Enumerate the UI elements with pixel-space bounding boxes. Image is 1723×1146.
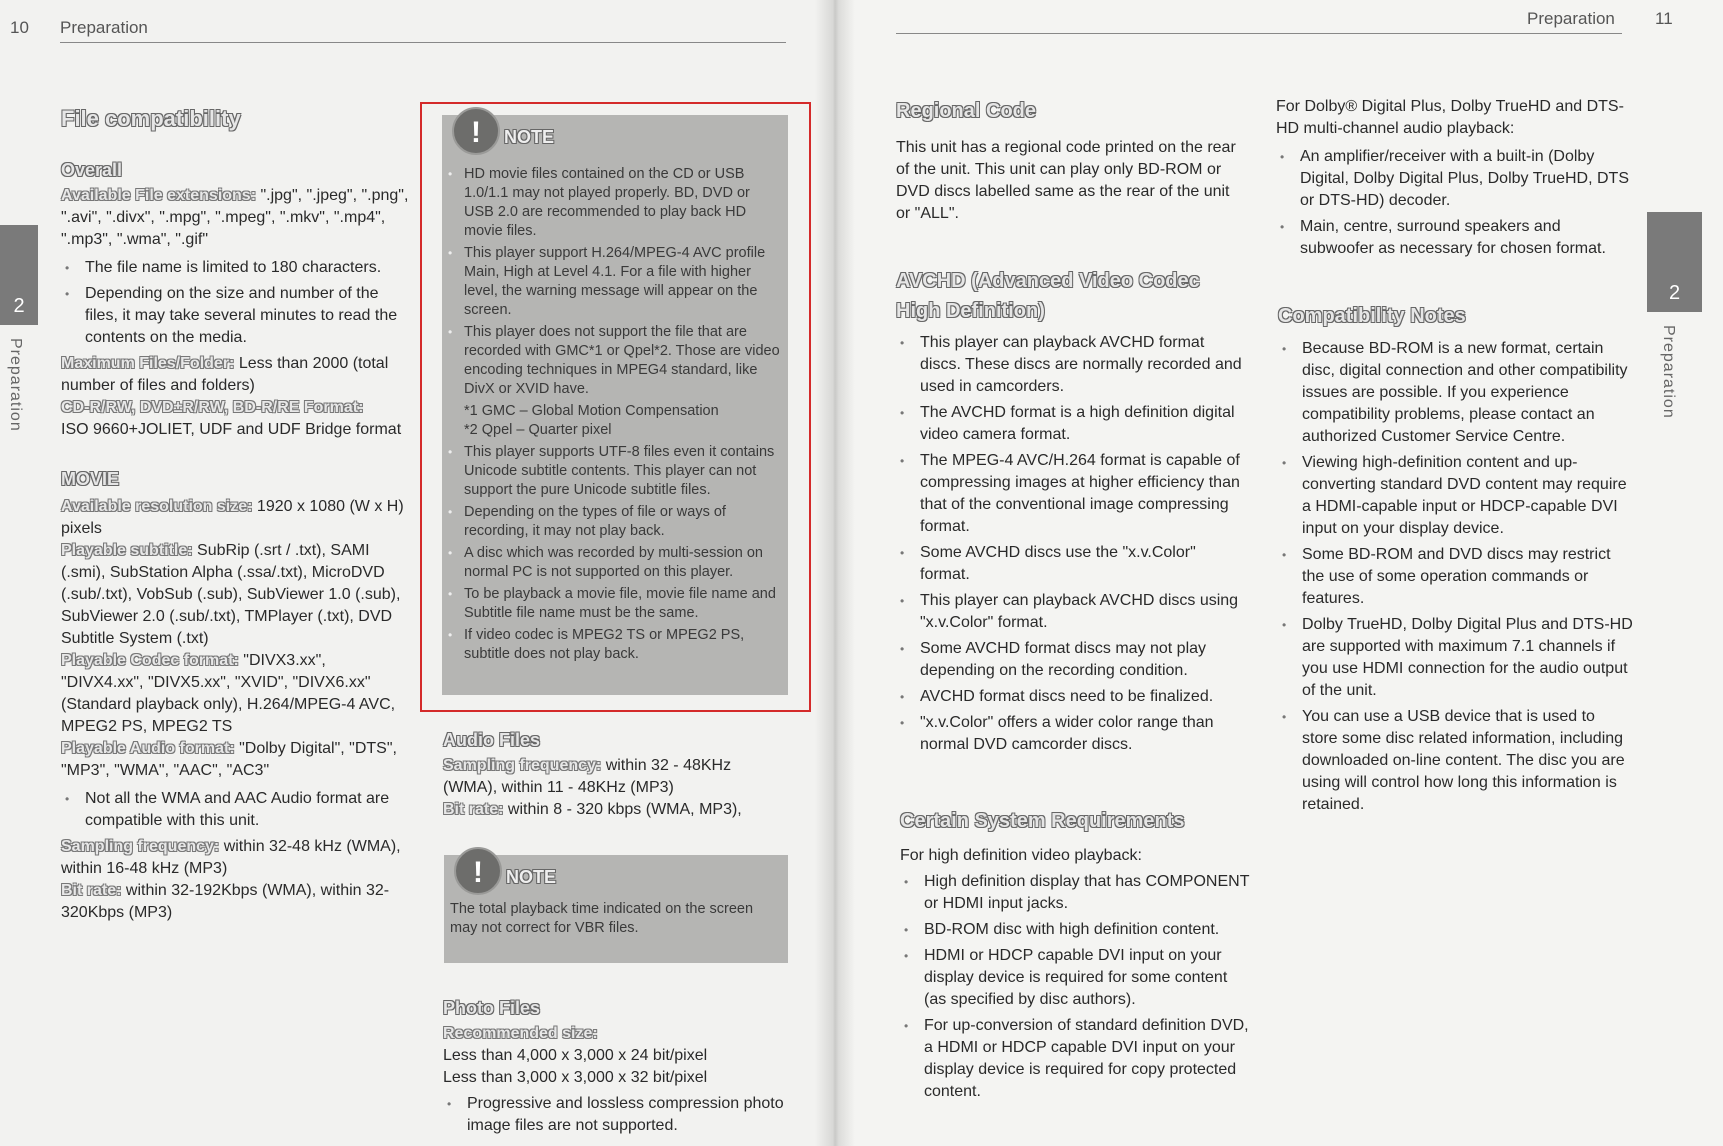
- audio-samp-value: within 32 - 48KHz (WMA), within 11 - 48KHz (MP3): [443, 757, 732, 796]
- list-item: • Depending on the types of file or ways of recording, it may not play back.: [446, 503, 782, 541]
- photo-bullets: [443, 1093, 793, 1137]
- ext-value: ".jpg", ".jpeg", ".png", ".avi", ".divx", ".mpg", ".mpeg", ".mkv", ".mp4", ".mp3", ".wma", ".gif": [61, 187, 409, 248]
- compat-list: [1278, 338, 1633, 816]
- sampling-para: [61, 836, 411, 880]
- list-item: • A disc which was recorded by multi-session on normal PC is not supported on this player.: [446, 544, 782, 582]
- list-item: • Some BD-ROM and DVD discs may restrict the use of some operation commands or features.: [1278, 544, 1633, 610]
- note-label: NOTE: [504, 127, 555, 147]
- audio-bitrate-para: [443, 799, 788, 821]
- header-right: Preparation: [1527, 9, 1615, 28]
- bit-value: within 32-192Kbps (WMA), within 32-320Kbps (MP3): [61, 882, 390, 921]
- res-value: 1920 x 1080 (W x H) pixels: [61, 498, 404, 537]
- list-item: • The AVCHD format is a high definition digital video camera format.: [896, 402, 1246, 446]
- audio-bit-label: Bit rate:: [443, 801, 504, 818]
- list-item: • Progressive and lossless compression photo image files are not supported.: [443, 1093, 793, 1137]
- note-box-2: [444, 855, 788, 963]
- list-item: • Main, centre, surround speakers and subwoofer as necessary for chosen format.: [1276, 216, 1631, 260]
- audio-samp-label: Sampling frequency:: [443, 757, 602, 774]
- list-item: • An amplifier/receiver with a built-in (Dolby Digital, Dolby Digital Plus, Dolby TrueHD, DTS or DTS-HD) decoder.: [1276, 146, 1631, 212]
- dolby-list: [1276, 146, 1631, 260]
- ext-label: Available File extensions:: [61, 187, 257, 204]
- list-item: • AVCHD format discs need to be finalized.: [896, 686, 1246, 708]
- list-item: • You can use a USB device that is used to store some disc related information, including downloaded on-line content. The disc you are using will control how long this information is retained.: [1278, 706, 1633, 816]
- audio-bullets: [61, 788, 411, 832]
- list-item: • This player support H.264/MPEG-4 AVC profile Main, High at Level 4.1. For a file with higher level, the warning message will appear on the screen.: [446, 244, 782, 320]
- list-item: • This player does not support the file that are recorded with GMC*1 or Qpel*2. Those are video encoding techniques in MPEG4 standard, like DivX or XVID have.: [446, 323, 782, 399]
- note-label: NOTE: [506, 867, 557, 887]
- audio-files-section: [443, 730, 788, 821]
- list-item: • Some AVCHD format discs may not play depending on the recording condition.: [896, 638, 1246, 682]
- sysreq-list: [900, 871, 1250, 1103]
- overall-bullets: [61, 257, 411, 349]
- audio-files-title: Audio Files: [443, 730, 541, 750]
- note-content: [446, 165, 782, 667]
- photo-line-1: Less than 4,000 x 3,000 x 24 bit/pixel: [443, 1047, 708, 1064]
- avchd-list: [896, 332, 1246, 756]
- list-item: • Depending on the size and number of the files, it may take several minutes to read the contents on the media.: [61, 283, 411, 349]
- list-item: • High definition display that has COMPONENT or HDMI input jacks.: [900, 871, 1250, 915]
- section-title: File compatibility: [61, 106, 241, 131]
- samp-label: Sampling frequency:: [61, 838, 220, 855]
- sub-value: SubRip (.srt / .txt), SAMI (.smi), SubStation Alpha (.ssa/.txt), MicroDVD (.sub/.txt), VobSub (.sub), SubViewer 1.0 (.sub), SubViewer 2.0 (.sub/.txt), TMPlayer (.txt), DVD Subtitle System (.txt): [61, 542, 401, 647]
- avchd-title: AVCHD (Advanced Video Codec High Definition): [896, 270, 1200, 322]
- list-item: • HD movie files contained on the CD or USB 1.0/1.1 may not played properly. BD, DVD or USB 2.0 are recommended to play back HD movie files.: [446, 165, 782, 241]
- note-exclamation-icon: !: [454, 847, 502, 895]
- overall-title: Overall: [61, 160, 123, 180]
- cd-format-value: ISO 9660+JOLIET, UDF and UDF Bridge format: [61, 421, 402, 438]
- list-item: • This player supports UTF-8 files even it contains Unicode subtitle contents. This player can not support the pure Unicode subtitle files.: [446, 443, 782, 500]
- dolby-section: [1276, 96, 1631, 264]
- avchd-section: [896, 266, 1246, 760]
- codec-value: "DIVX3.xx", "DIVX4.xx", "DIVX5.xx", "XVID", "DIVX6.xx" (Standard playback only), H.264/MPEG-4 AVC, MPEG2 PS, MPEG2 TS: [61, 652, 396, 735]
- audio-bit-value: within 8 - 320 kbps (WMA, MP3),: [503, 801, 742, 818]
- list-item: • The MPEG-4 AVC/H.264 format is capable of compressing images at higher efficiency than that of the conventional image compressing format.: [896, 450, 1246, 538]
- tab-label-left: Preparation: [7, 338, 24, 432]
- list-item: • This player can playback AVCHD format discs. These discs are normally recorded and used in camcorders.: [896, 332, 1246, 398]
- photo-files-title: Photo Files: [443, 998, 541, 1018]
- list-item: • If video codec is MPEG2 TS or MPEG2 PS, subtitle does not play back.: [446, 626, 782, 664]
- compat-title: Compatibility Notes: [1278, 305, 1466, 327]
- list-item: • Some AVCHD discs use the "x.v.Color" format.: [896, 542, 1246, 586]
- cd-format-label: CD-R/RW, DVD±R/RW, BD-R/RE Format:: [61, 399, 364, 416]
- tab-label-right: Preparation: [1660, 325, 1677, 419]
- max-label: Maximum Files/Folder:: [61, 355, 235, 372]
- header-left: Preparation: [60, 18, 148, 37]
- resolution-para: [61, 496, 411, 540]
- book-gutter: [815, 0, 855, 1146]
- file-compat-section: [61, 106, 411, 924]
- header-rule-right: [896, 33, 1622, 34]
- note-text: The total playback time indicated on the screen may not correct for VBR files.: [450, 901, 754, 936]
- list-item: • Dolby TrueHD, Dolby Digital Plus and DTS-HD are supported with maximum 7.1 channels if you use HDMI connection for the audio output of the unit.: [1278, 614, 1633, 702]
- page-number-right: 11: [1655, 9, 1673, 28]
- recommended-label: Recommended size:: [443, 1025, 598, 1042]
- note-list: [446, 165, 782, 399]
- chapter-tab-right: 2: [1647, 212, 1702, 312]
- photo-files-section: [443, 998, 793, 1141]
- list-item: • HDMI or HDCP capable DVI input on your display device is required for some content (as specified by disc authors).: [900, 945, 1250, 1011]
- subtitle-para: [61, 540, 411, 650]
- bitrate-para: [61, 880, 411, 924]
- sub-label: Playable subtitle:: [61, 542, 193, 559]
- list-item: • The file name is limited to 180 characters.: [61, 257, 411, 279]
- page-number-left: 10: [10, 18, 29, 37]
- list-item: • To be playback a movie file, movie file name and Subtitle file name must be the same.: [446, 585, 782, 623]
- chapter-tab-left: 2: [0, 225, 38, 325]
- codec-para: [61, 650, 411, 738]
- sysreq-title: Certain System Requirements: [900, 810, 1185, 832]
- max-files-para: [61, 353, 411, 397]
- audio-value: "Dolby Digital", "DTS", "MP3", "WMA", "AAC", "AC3": [61, 740, 397, 779]
- audio-format-para: [61, 738, 411, 782]
- regional-title: Regional Code: [896, 100, 1037, 122]
- codec-label: Playable Codec format:: [61, 652, 239, 669]
- res-label: Available resolution size:: [61, 498, 253, 515]
- bit-label: Bit rate:: [61, 882, 122, 899]
- sysreq-intro: For high definition video playback:: [900, 847, 1142, 864]
- list-item: • BD-ROM disc with high definition content.: [900, 919, 1250, 941]
- photo-line-2: Less than 3,000 x 3,000 x 32 bit/pixel: [443, 1069, 708, 1086]
- regional-text: This unit has a regional code printed on the rear of the unit. This unit can play only BD-ROM or DVD discs labelled same as the rear of the unit or "ALL".: [896, 139, 1236, 222]
- regional-section: [896, 100, 1246, 225]
- dolby-intro: For Dolby® Digital Plus, Dolby TrueHD and DTS-HD multi-channel audio playback:: [1276, 98, 1624, 137]
- movie-title: MOVIE: [61, 469, 120, 489]
- header-rule-left: [60, 42, 786, 43]
- note-exclamation-icon: !: [452, 107, 500, 155]
- list-item: • This player can playback AVCHD discs using "x.v.Color" format.: [896, 590, 1246, 634]
- audio-label: Playable Audio format:: [61, 740, 235, 757]
- list-item: • "x.v.Color" offers a wider color range than normal DVD camcorder discs.: [896, 712, 1246, 756]
- list-item: • Not all the WMA and AAC Audio format are compatible with this unit.: [61, 788, 411, 832]
- footnote-2: *2 Qpel – Quarter pixel: [464, 422, 612, 438]
- list-item: • Viewing high-definition content and up-converting standard DVD content may require a HDMI-capable input or HDCP-capable DVI input on your display device.: [1278, 452, 1633, 540]
- max-value: Less than 2000 (total number of files and folders): [61, 355, 389, 394]
- note-box-1: [442, 115, 788, 695]
- footnote-1: *1 GMC – Global Motion Compensation: [464, 403, 719, 419]
- compat-section: [1278, 305, 1633, 820]
- list-item: • For up-conversion of standard definition DVD, a HDMI or HDCP capable DVI input on your display device is required for copy protected content.: [900, 1015, 1250, 1103]
- sysreq-section: [900, 810, 1250, 1107]
- note-list-2: [446, 443, 782, 664]
- audio-sampling-para: [443, 755, 788, 799]
- samp-value: within 32-48 kHz (WMA), within 16-48 kHz (MP3): [61, 838, 401, 877]
- extensions-para: [61, 185, 411, 251]
- list-item: • Because BD-ROM is a new format, certain disc, digital connection and other compatibility issues are possible. If you experience compatibility problems, please contact an authorized Customer Service Centre.: [1278, 338, 1633, 448]
